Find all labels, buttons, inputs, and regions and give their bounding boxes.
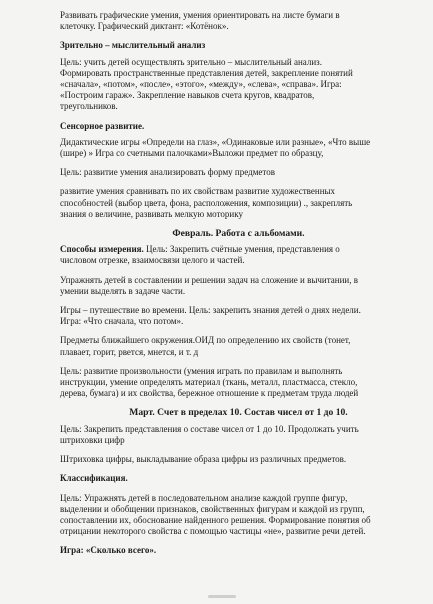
classification-line-4: отрицании некоторого свойства с помощью частицы «не», развитие речи детей. [60, 526, 366, 537]
tasks-line-1: Упражнять детей в составлении и решении задач на сложение и вычитании, в [60, 274, 358, 285]
environment-line-2: плавает, горит, рвется, мнется, и т. д [60, 346, 199, 357]
heading-february: Февраль. Работа с альбомами. [172, 228, 305, 240]
sensory-line-2: (шире) » Игра со счетными палочками»Выложи предмет по образцу, [60, 148, 324, 159]
heading-visual-analysis: Зрительно – мыслительный анализ [60, 40, 206, 51]
measure-text: Цель: Закрепить счётные умения, представления о [143, 244, 340, 255]
composition-line-1: Цель: Закрепить представления о составе чисел от 1 до 10. Продолжать учить [60, 423, 359, 434]
hatching-line: Штриховка цифры, выкладывание образа цифры из различных предметов. [60, 454, 347, 465]
intro-line-1: Развивать графические умения, умения ориентировать на листе бумаги в [60, 10, 340, 20]
classification-line-1: Цель: Упражнять детей в последовательном анализе каждой группе фигур, [60, 492, 348, 503]
measure-line-1 [60, 244, 417, 255]
sensory-line-1: Дидактические игры «Определи на глаз», «Одинаковые или разные», «Что выше [60, 136, 371, 147]
visual-line-3: «сначала», «потом», «после», «этого», «между», «слева», «справа». Игра: [60, 79, 342, 90]
classification-line-3: сопоставлении их, обоснование найденного решения. Формирование понятия об [60, 514, 371, 525]
arbitrariness-line-3: дерева, бумага) и их свойства, бережное отношение к предметам труда людей [60, 388, 359, 399]
measure-label: Способы измерения. [60, 244, 144, 255]
goal-shape-line: Цель: развитие умения анализировать форму предметов [60, 167, 275, 178]
tasks-line-2: умении выделять в задаче части. [60, 285, 186, 296]
visual-line-2: Формировать пространственные представления детей, закрепление понятий [60, 67, 353, 78]
measure-line-2: числовом отрезке, взаимосвязи целого и частей. [60, 255, 245, 266]
heading-sensory: Сенсорное развитие. [60, 120, 145, 131]
classification-line-2: выделении и обобщении признаков, свойственных фигурам и каждой из групп, [60, 503, 365, 514]
arbitrariness-line-1: Цель: развитие произвольности (умения играть по правилам и выполнять [60, 365, 343, 376]
development-line-3: знания о величине, развивать мелкую моторику [60, 208, 243, 219]
visual-line-5: треугольников. [60, 101, 118, 112]
visual-line-4: «Построим гараж». Закрепление навыков счета кругов, квадратов, [60, 90, 315, 101]
composition-line-2: штриховки цифр [60, 434, 125, 445]
scan-smudge [208, 595, 236, 598]
heading-march: Март. Счет в пределах 10. Состав чисел от 1 до 10. [129, 407, 348, 419]
visual-line-1: Цель: учить детей осуществлять зрительно – мыслительный анализ. [60, 56, 322, 67]
environment-line-1: Предметы ближайшего окружения.ОИД по определению их свойств (тонет, [60, 335, 351, 346]
time-line-2: Игра: «Что сначала, что потом». [60, 316, 184, 327]
intro-line-2: клеточку. Графический диктант: «Котёнок». [60, 21, 229, 32]
development-line-2: способностей (выбор цвета, фона, расположения, композиции) ., закреплять [60, 197, 353, 208]
heading-classification: Классификация. [60, 473, 128, 484]
time-line-1: Игры – путешествие во времени. Цель: закрепить знания детей о днях недели. [60, 305, 361, 316]
arbitrariness-line-2: инструкции, умение определять материал (ткань, металл, пластмасса, стекло, [60, 377, 358, 388]
heading-game-how-many: Игра: «Сколько всего». [60, 545, 157, 556]
development-line-1: развитие умения сравнивать по их свойствам развитие художественных [60, 186, 336, 197]
